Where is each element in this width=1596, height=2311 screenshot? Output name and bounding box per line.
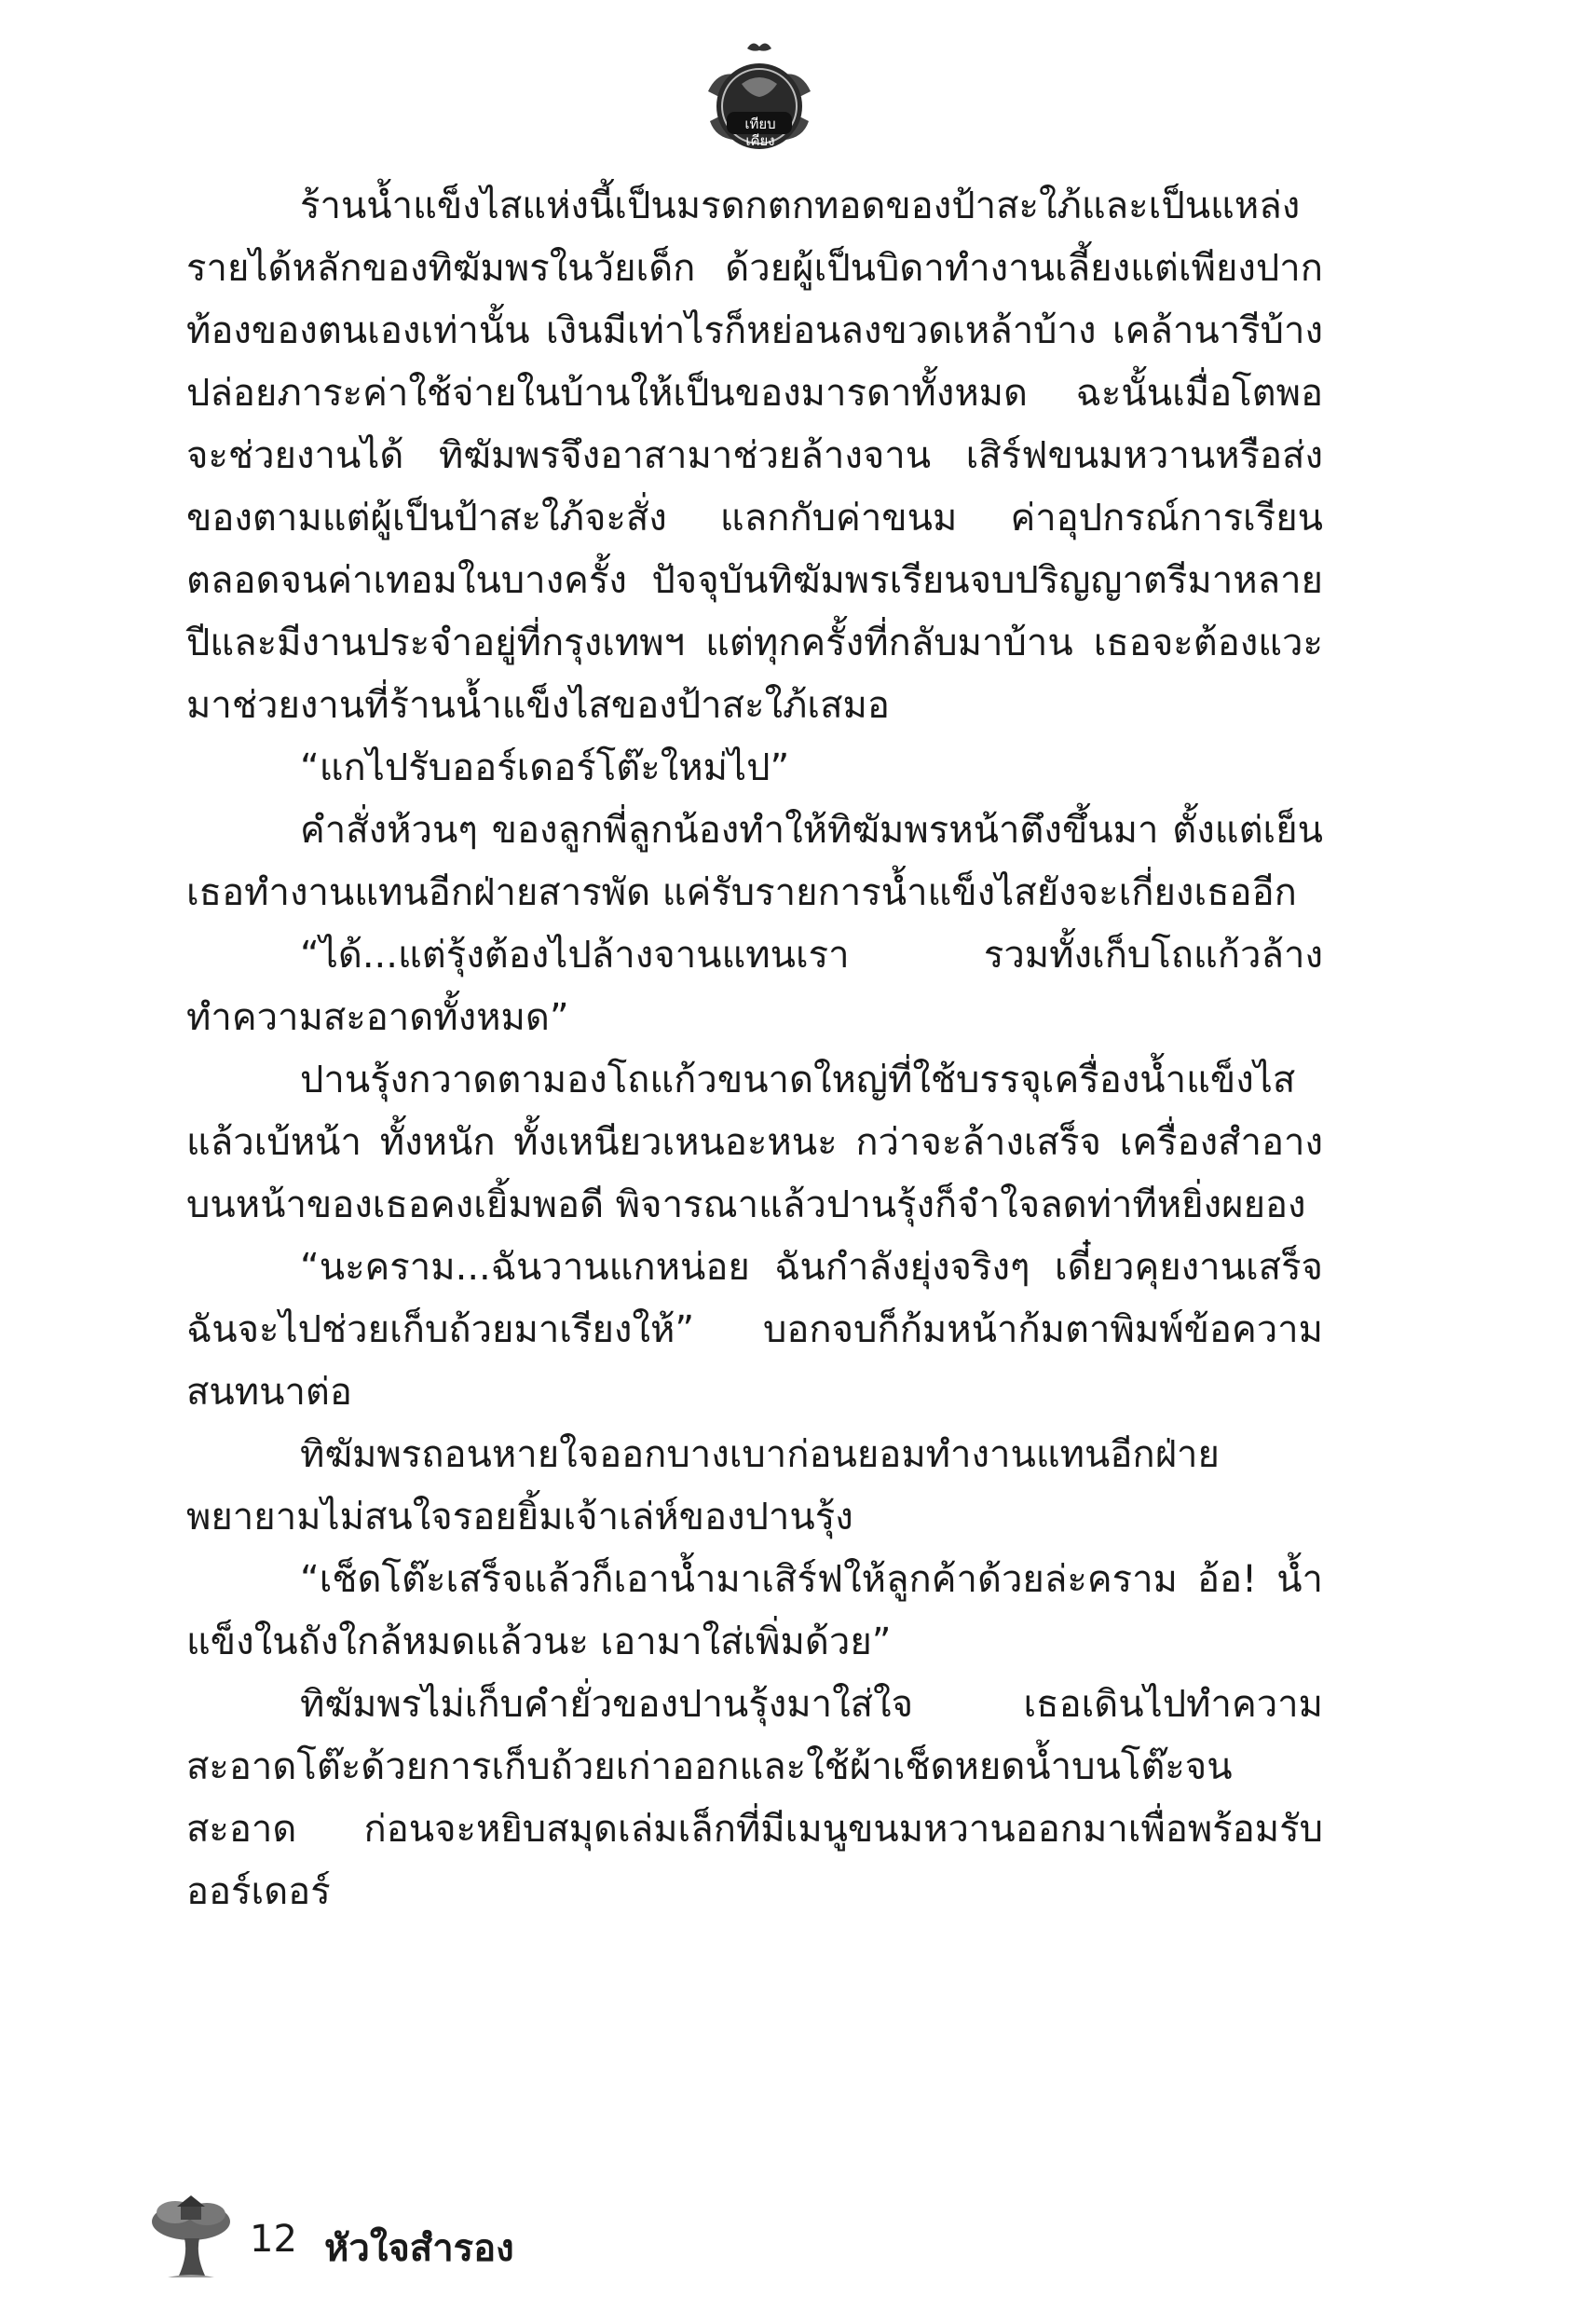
- logo-text: เทียบเคียง: [744, 116, 776, 149]
- paragraph: ทิฆัมพรไม่เก็บคำยั่วของปานรุ้งมาใส่ใจ เธอเดินไปทำความสะอาดโต๊ะด้วยการเก็บถ้วยเก่าออกและใช้ผ้าเช็ดหยดน้ำบนโต๊ะจนสะอาด ก่อนจะหยิบสมุดเล่มเล็กที่มีเมนูขนมหวานออกมาเพื่อพร้อมรับออร์เดอร์: [186, 1683, 1323, 1913]
- paragraph: ปานรุ้งกวาดตามองโถแก้วขนาดใหญ่ที่ใช้บรรจุเครื่องน้ำแข็งไสแล้วเบ้หน้า ทั้งหนัก ทั้งเหนียวเหนอะหนะ กว่าจะล้างเสร็จ เครื่องสำอางบนหน้าของเธอคงเยิ้มพอดี พิจารณาแล้วปานรุ้งก็จำใจลดท่าทีหยิ่งผยอง: [186, 1059, 1323, 1226]
- page-number: 12: [250, 2218, 297, 2261]
- paragraph: “นะคราม...ฉันวานแกหน่อย ฉันกำลังยุ่งจริงๆ เดี๋ยวคุยงานเสร็จฉันจะไปช่วยเก็บถ้วยมาเรียงให้” บอกจบก็ก้มหน้าก้มตาพิมพ์ข้อความสนทนาต่อ: [186, 1246, 1323, 1414]
- paragraph: ร้านน้ำแข็งไสแห่งนี้เป็นมรดกตกทอดของป้าสะใภ้และเป็นแหล่งรายได้หลักของทิฆัมพรในวัยเด็ก ด้วยผู้เป็นบิดาทำงานเลี้ยงแต่เพียงปากท้องของตนเองเท่านั้น เงินมีเท่าไรก็หย่อนลงขวดเหล้าบ้าง เคล้านารีบ้าง ปล่อยภาระค่าใช้จ่ายในบ้านให้เป็นของมารดาทั้งหมด ฉะนั้นเมื่อโตพอจะช่วยงานได้ ทิฆัมพรจึงอาสามาช่วยล้างจาน เสิร์ฟขนมหวานหรือส่งของตามแต่ผู้เป็นป้าสะใภ้จะสั่ง แลกกับค่าขนม ค่าอุปกรณ์การเรียน ตลอดจนค่าเทอมในบางครั้ง ปัจจุบันทิฆัมพรเรียนจบปริญญาตรีมาหลายปีและมีงานประจำอยู่ที่กรุงเทพฯ แต่ทุกครั้งที่กลับมาบ้าน เธอจะต้องแวะมาช่วยงานที่ร้านน้ำแข็งไสของป้าสะใภ้เสมอ: [186, 185, 1323, 727]
- paragraph: “แกไปรับออร์เดอร์โต๊ะใหม่ไป”: [300, 746, 790, 789]
- paragraph: ทิฆัมพรถอนหายใจออกบางเบาก่อนยอมทำงานแทนอีกฝ่าย พยายามไม่สนใจรอยยิ้มเจ้าเล่ห์ของปานรุ้ง: [186, 1433, 1220, 1538]
- paragraph: “ได้...แต่รุ้งต้องไปล้างจานแทนเรา รวมทั้งเก็บโถแก้วล้างทำความสะอาดทั้งหมด”: [186, 934, 1323, 1039]
- paragraph: “เช็ดโต๊ะเสร็จแล้วก็เอาน้ำมาเสิร์ฟให้ลูกค้าด้วยล่ะคราม อ้อ! น้ำแข็งในถังใกล้หมดแล้วนะ เอามาใส่เพิ่มด้วย”: [186, 1558, 1323, 1663]
- paragraph: คำสั่งห้วนๆ ของลูกพี่ลูกน้องทำให้ทิฆัมพรหน้าตึงขึ้นมา ตั้งแต่เย็นเธอทำงานแทนอีกฝ่ายสารพัด แค่รับรายการน้ำแข็งไสยังจะเกี่ยงเธออีก: [186, 809, 1323, 914]
- tree-house-icon: [140, 2190, 242, 2283]
- book-title: หัวใจสำรอง: [324, 2227, 514, 2270]
- page-footer: [140, 2190, 699, 2283]
- body-text: [186, 175, 1323, 1923]
- publisher-logo: [689, 35, 829, 166]
